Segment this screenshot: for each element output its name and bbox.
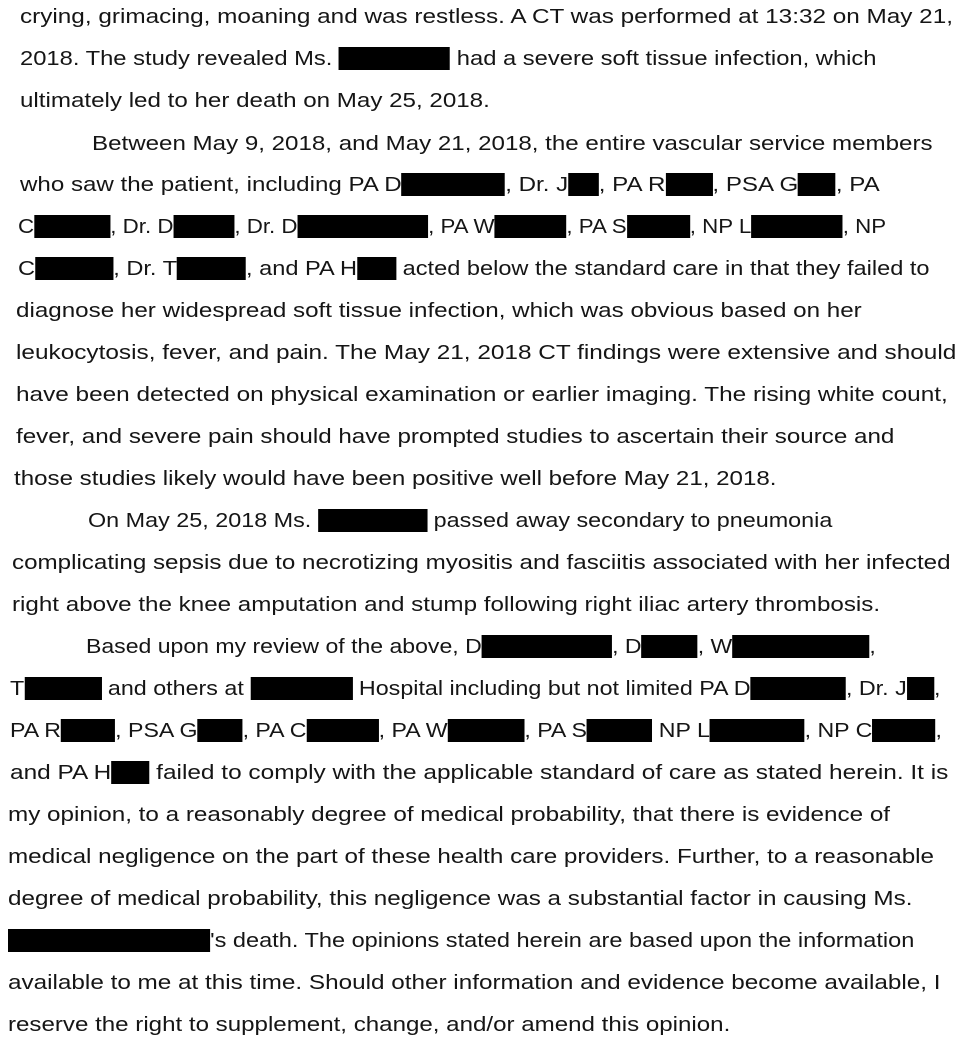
text-segment: C xyxy=(18,215,35,238)
text-line xyxy=(8,970,940,996)
text-segment: who saw the patient, including PA D xyxy=(20,173,402,196)
text-segment: failed to comply with the applicable standard of care as stated herein. It is xyxy=(149,761,949,784)
text-segment: , Dr. J xyxy=(505,173,569,196)
text-segment: fever, and severe pain should have prompted studies to ascertain their source and xyxy=(16,425,895,448)
text-line xyxy=(18,256,930,282)
text-line xyxy=(20,46,877,72)
redaction-bar xyxy=(872,719,935,742)
text-segment: , xyxy=(935,719,942,742)
text-line xyxy=(10,760,948,786)
redaction-bar xyxy=(627,215,690,238)
redaction-bar xyxy=(357,257,396,280)
redaction-bar xyxy=(298,215,429,238)
text-line xyxy=(10,676,940,702)
text-segment: crying, grimacing, moaning and was restless. A CT was performed at 13:32 on May 21, xyxy=(20,5,953,28)
text-line xyxy=(16,298,862,324)
text-line xyxy=(10,718,942,744)
text-line xyxy=(92,131,933,157)
text-segment: , NP C xyxy=(804,719,873,742)
text-line xyxy=(14,466,776,492)
text-segment: have been detected on physical examination or earlier imaging. The rising white count, xyxy=(16,383,948,406)
text-segment: and others at xyxy=(101,677,251,700)
text-segment: , PA S xyxy=(566,215,627,238)
text-segment: ultimately led to her death on May 25, 2018. xyxy=(20,89,490,112)
redaction-bar xyxy=(339,47,450,70)
text-line xyxy=(12,550,951,576)
redaction-bar xyxy=(318,509,427,532)
text-segment: On May 25, 2018 Ms. xyxy=(88,509,318,532)
redaction-bar xyxy=(798,173,836,196)
text-segment: those studies likely would have been positive well before May 21, 2018. xyxy=(14,467,777,490)
text-segment: , PSA G xyxy=(115,719,198,742)
text-line xyxy=(20,4,953,30)
text-segment: right above the knee amputation and stump following right iliac artery thrombosis. xyxy=(12,593,881,616)
text-segment: , NP xyxy=(842,215,887,238)
text-segment: NP L xyxy=(652,719,710,742)
text-line xyxy=(16,340,956,366)
text-line xyxy=(8,928,914,954)
text-line xyxy=(18,214,886,240)
text-segment: , Dr. D xyxy=(110,215,174,238)
redaction-bar xyxy=(907,677,934,700)
text-line xyxy=(16,424,894,450)
redaction-bar xyxy=(751,677,846,700)
text-line xyxy=(12,592,880,618)
text-line xyxy=(88,508,832,534)
text-segment: , and PA H xyxy=(246,257,357,280)
text-line xyxy=(16,382,948,408)
redaction-bar xyxy=(482,635,612,658)
text-segment: , PA C xyxy=(242,719,307,742)
text-line xyxy=(20,88,490,114)
text-segment: , xyxy=(869,635,876,658)
text-segment: , PSA G xyxy=(712,173,799,196)
text-segment: , NP L xyxy=(689,215,752,238)
text-segment: , xyxy=(933,677,941,700)
text-segment: , PA xyxy=(835,173,880,196)
redaction-bar xyxy=(665,173,712,196)
redaction-bar xyxy=(250,677,352,700)
text-segment: Hospital including but not limited PA D xyxy=(352,677,751,700)
text-segment: C xyxy=(18,257,36,280)
text-segment: , PA W xyxy=(428,215,495,238)
redaction-bar xyxy=(173,215,234,238)
text-segment: acted below the standard care in that they failed to xyxy=(396,257,930,280)
text-line xyxy=(20,172,880,198)
text-segment: , PA R xyxy=(598,173,666,196)
redaction-bar xyxy=(306,719,378,742)
text-segment: , W xyxy=(697,635,733,658)
redaction-bar xyxy=(402,173,506,196)
redaction-bar xyxy=(177,257,246,280)
text-segment: Based upon my review of the above, D xyxy=(86,635,482,658)
text-segment: available to me at this time. Should other information and evidence become available, I xyxy=(8,971,941,994)
redaction-bar xyxy=(111,761,149,784)
redaction-bar xyxy=(751,215,842,238)
text-segment: my opinion, to a reasonably degree of medical probability, that there is evidence of xyxy=(8,803,891,826)
text-segment: , Dr. T xyxy=(113,257,178,280)
redaction-bar xyxy=(35,257,113,280)
text-segment: Between May 9, 2018, and May 21, 2018, the entire vascular service members xyxy=(92,132,933,155)
redaction-bar xyxy=(568,173,599,196)
text-segment: reserve the right to supplement, change, and/or amend this opinion. xyxy=(8,1013,731,1036)
text-segment: PA R xyxy=(10,719,62,742)
text-segment: , Dr. J xyxy=(845,677,907,700)
text-segment: degree of medical probability, this negligence was a substantial factor in causing Ms. xyxy=(8,887,913,910)
text-segment: leukocytosis, fever, and pain. The May 21, 2018 CT findings were extensive and should xyxy=(16,341,957,364)
redaction-bar xyxy=(61,719,115,742)
redaction-bar xyxy=(732,635,869,658)
text-segment: and PA H xyxy=(10,761,112,784)
text-line xyxy=(8,844,934,870)
text-segment: T xyxy=(10,677,25,700)
text-line xyxy=(8,1012,730,1038)
text-segment: , Dr. D xyxy=(234,215,298,238)
redaction-bar xyxy=(197,719,242,742)
redaction-bar xyxy=(448,719,525,742)
redaction-bar xyxy=(24,677,101,700)
text-segment: complicating sepsis due to necrotizing myositis and fasciitis associated with her infected xyxy=(12,551,951,574)
text-segment: 2018. The study revealed Ms. xyxy=(20,47,339,70)
redaction-bar xyxy=(587,719,652,742)
redaction-bar xyxy=(495,215,567,238)
text-segment: passed away secondary to pneumonia xyxy=(427,509,833,532)
text-segment: had a severe soft tissue infection, which xyxy=(450,47,877,70)
text-line xyxy=(8,886,912,912)
text-segment: , PA S xyxy=(524,719,587,742)
text-segment: , PA W xyxy=(378,719,448,742)
redaction-bar xyxy=(710,719,805,742)
redaction-bar xyxy=(8,929,210,952)
text-line xyxy=(86,634,876,660)
text-line xyxy=(8,802,890,828)
redaction-bar xyxy=(642,635,698,658)
text-segment: medical negligence on the part of these health care providers. Further, to a reasonable xyxy=(8,845,935,868)
text-segment: diagnose her widespread soft tissue infection, which was obvious based on her xyxy=(16,299,862,322)
text-segment: , D xyxy=(612,635,642,658)
redaction-bar xyxy=(34,215,110,238)
text-segment: 's death. The opinions stated herein are based upon the information xyxy=(210,929,915,952)
